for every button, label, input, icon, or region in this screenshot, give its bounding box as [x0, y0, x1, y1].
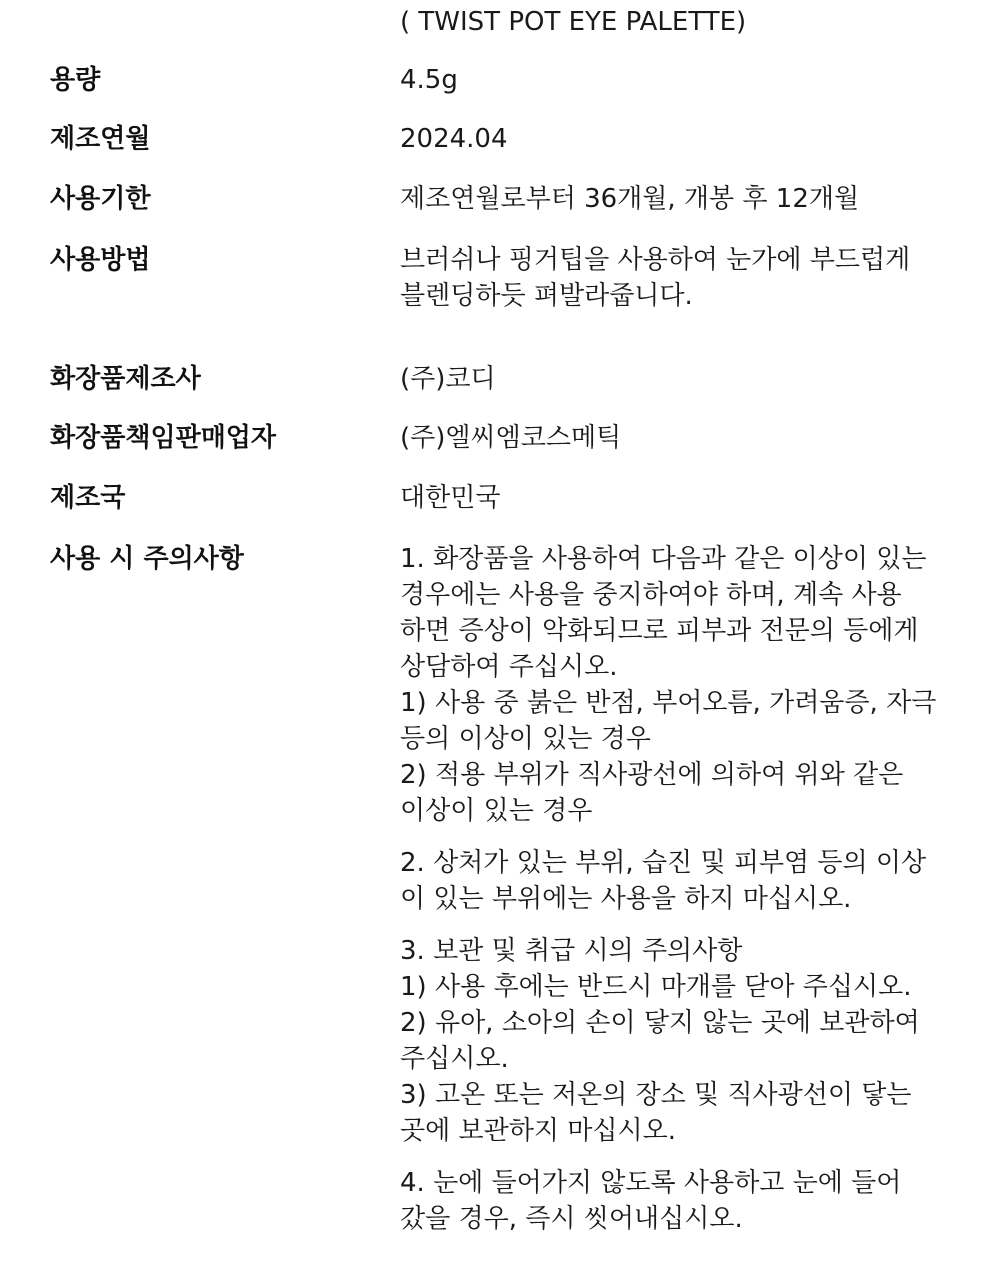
row-value: [400, 480, 940, 516]
row-value: [400, 242, 940, 314]
row-value-line: 대한민국: [400, 483, 501, 513]
caution-line: 곳에 보관하지 마십시오.: [400, 1116, 676, 1146]
row-value: [400, 361, 940, 397]
caution-line: 경우에는 사용을 중지하여야 하며, 계속 사용: [400, 580, 902, 610]
row-value-line: (주)엘씨엠코스메틱: [400, 423, 622, 453]
caution-line: 1) 사용 후에는 반드시 마개를 닫아 주십시오.: [400, 972, 912, 1002]
row-label: 화장품책임판매업자: [50, 423, 277, 453]
caution-line: 1) 사용 중 붉은 반점, 부어오름, 가려움증, 자극: [400, 688, 937, 718]
row-label: 용량: [50, 65, 101, 95]
row-value-line: 블렌딩하듯 펴발라줍니다.: [400, 281, 693, 311]
caution-paragraph: [400, 933, 960, 1149]
caution-line: 상담하여 주십시오.: [400, 652, 618, 682]
caution-line: 2) 유아, 소아의 손이 닿지 않는 곳에 보관하여: [400, 1008, 920, 1038]
row-label: 제조연월: [50, 124, 151, 154]
caution-line: 2) 적용 부위가 직사광선에 의하여 위와 같은: [400, 760, 904, 790]
row-label: 사용기한: [50, 184, 151, 214]
row-value-line: 2024.04: [400, 124, 508, 154]
caution-line: 갔을 경우, 즉시 씻어내십시오.: [400, 1204, 743, 1234]
row-value-line: 브러쉬나 핑거팁을 사용하여 눈가에 부드럽게: [400, 245, 911, 275]
row-value-line: (주)코디: [400, 364, 496, 394]
row-label: 사용 시 주의사항: [50, 544, 244, 574]
caution-line: 등의 이상이 있는 경우: [400, 724, 651, 754]
caution-line: 2. 상처가 있는 부위, 습진 및 피부염 등의 이상: [400, 848, 927, 878]
row-value: [400, 420, 940, 456]
caution-line: 이상이 있는 경우: [400, 796, 593, 826]
row-label: 제조국: [50, 483, 126, 513]
caution-paragraph: [400, 845, 960, 917]
row-value: [400, 181, 940, 217]
caution-line: 이 있는 부위에는 사용을 하지 마십시오.: [400, 884, 852, 914]
caution-paragraph: [400, 541, 960, 829]
row-label: 사용방법: [50, 245, 151, 275]
caution-line: 3) 고온 또는 저온의 장소 및 직사광선이 닿는: [400, 1080, 912, 1110]
caution-line: 1. 화장품을 사용하여 다음과 같은 이상이 있는: [400, 544, 927, 574]
row-label: 화장품제조사: [50, 364, 201, 394]
row-value: [400, 121, 940, 157]
caution-line: 하면 증상이 악화되므로 피부과 전문의 등에게: [400, 616, 919, 646]
caution-paragraph: [400, 1165, 960, 1237]
row-value-line: 제조연월로부터 36개월, 개봉 후 12개월: [400, 184, 860, 214]
caution-text: [400, 541, 960, 1253]
row-value-line: 4.5g: [400, 65, 458, 95]
caution-line: 4. 눈에 들어가지 않도록 사용하고 눈에 들어: [400, 1168, 902, 1198]
caution-line: 3. 보관 및 취급 시의 주의사항: [400, 936, 743, 966]
caution-line: 주십시오.: [400, 1044, 509, 1074]
row-value: [400, 62, 940, 98]
product-name-english: ( TWIST POT EYE PALETTE): [400, 7, 747, 37]
